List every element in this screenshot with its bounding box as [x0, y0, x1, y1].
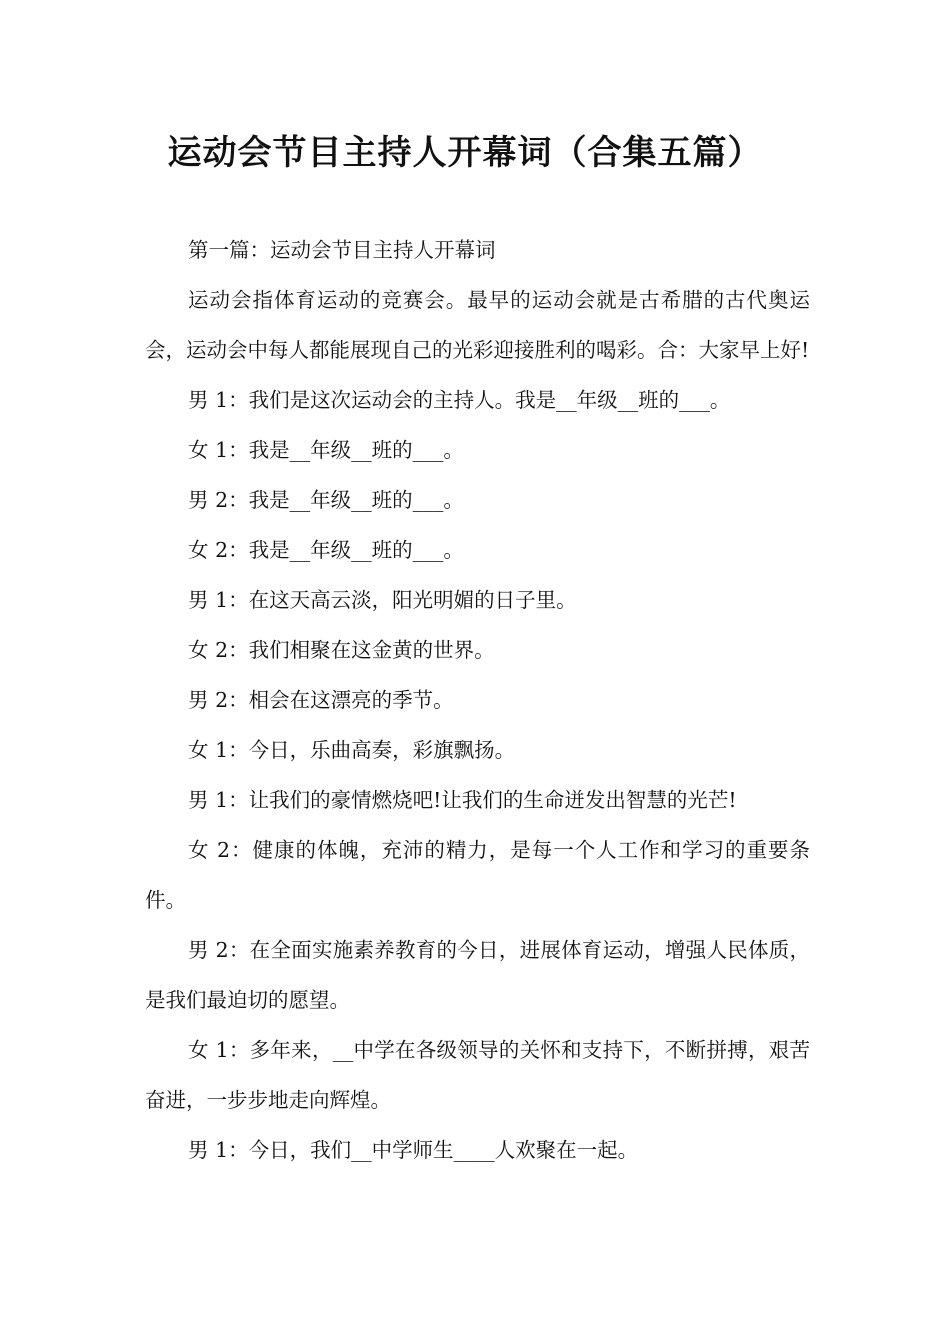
paragraph-line: 女 1：多年来，__中学在各级领导的关怀和支持下，不断拼搏，艰苦奋进，一步步地走向辉煌。 [145, 1038, 810, 1112]
paragraph-intro: 运动会指体育运动的竞赛会。最早的运动会就是古希腊的古代奥运会，运动会中每人都能展现自己的光彩迎接胜利的喝彩。合：大家早上好! [145, 288, 810, 362]
paragraph-line: 女 2：我们相聚在这金黄的世界。 [188, 638, 495, 662]
paragraph-line: 男 1：今日，我们__中学师生____人欢聚在一起。 [188, 1138, 639, 1162]
document-title: 运动会节目主持人开幕词（合集五篇） [167, 133, 763, 173]
paragraph-line: 男 1：在这天高云淡，阳光明媚的日子里。 [188, 588, 577, 612]
paragraph-section-heading: 第一篇：运动会节目主持人开幕词 [188, 238, 496, 262]
paragraph-line: 女 2：健康的体魄，充沛的精力，是每一个人工作和学习的重要条件。 [145, 838, 810, 912]
document-body [145, 225, 810, 1175]
paragraph-line: 男 1：我们是这次运动会的主持人。我是__年级__班的___。 [188, 388, 731, 412]
paragraph-line: 男 2：我是__年级__班的___。 [188, 488, 464, 512]
paragraph-line: 女 1：我是__年级__班的___。 [188, 438, 464, 462]
paragraph-line: 女 1：今日，乐曲高奏，彩旗飘扬。 [188, 738, 516, 762]
paragraph-line: 女 2：我是__年级__班的___。 [188, 538, 464, 562]
paragraph-line: 男 2：相会在这漂亮的季节。 [188, 688, 454, 712]
paragraph-line: 男 2：在全面实施素养教育的今日，进展体育运动，增强人民体质，是我们最迫切的愿望。 [145, 938, 810, 1012]
paragraph-line: 男 1：让我们的豪情燃烧吧!让我们的生命迸发出智慧的光芒! [188, 788, 737, 812]
